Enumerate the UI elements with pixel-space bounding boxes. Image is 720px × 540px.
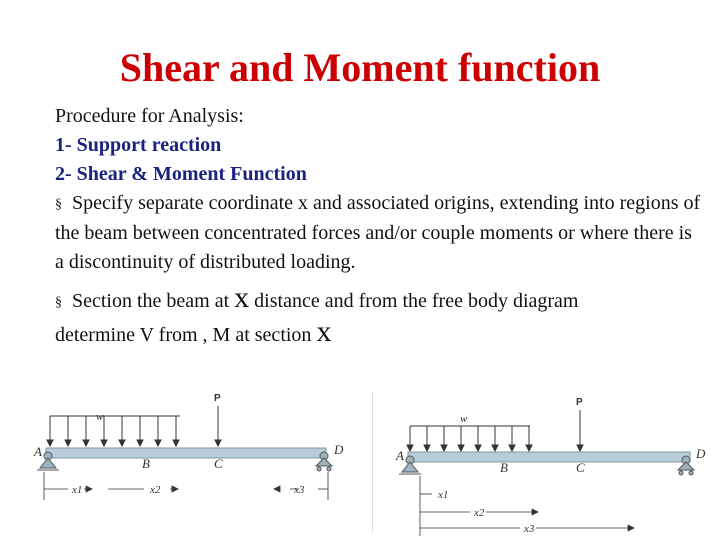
point-label-C: C (576, 460, 585, 475)
distributed-load-arrows (407, 426, 532, 451)
bullet-coordinates-text: Specify separate coordinate x and associated origins, extending into regions of the beam between concentrated forces and/or couple moments or where there is a discontinuity of distributed loading. (55, 192, 701, 273)
point-label-D: D (696, 446, 706, 461)
bullet-section-text-2: distance and from the free body diagram (254, 290, 579, 312)
variable-x-2: x (316, 315, 332, 348)
point-label-B: B (500, 460, 508, 475)
point-load-arrow (577, 410, 583, 451)
coord-label-x3: x3 (294, 484, 305, 496)
point-label-A: A (34, 444, 42, 459)
load-label-w: w (460, 413, 468, 425)
beam (408, 452, 690, 462)
step-support-reaction: 1- Support reaction (55, 134, 222, 156)
coord-label-x3: x3 (524, 523, 535, 535)
bullet-section (55, 283, 705, 317)
procedure-heading: Procedure for Analysis: (55, 105, 244, 127)
beam (46, 448, 326, 458)
bullet-marker: § (55, 197, 62, 212)
load-label-w: w (96, 411, 104, 423)
point-label-C: C (214, 456, 223, 471)
variable-x: x (234, 281, 250, 314)
point-label-D: D (334, 442, 344, 457)
load-label-P: P (576, 397, 583, 408)
point-load-arrow (215, 406, 221, 446)
step-shear-moment: 2- Shear & Moment Function (55, 163, 307, 185)
bullet-section-cont (55, 317, 705, 350)
bullet-section-text: Section the beam at (72, 290, 230, 312)
load-label-P: P (214, 393, 221, 404)
figure-divider (372, 392, 373, 532)
bullet-coordinates (55, 189, 705, 277)
coord-label-x1: x1 (438, 489, 449, 501)
coordinate-arrows (44, 472, 328, 500)
slide-title: Shear and Moment function (119, 45, 601, 90)
procedure-text (55, 102, 705, 350)
beam-diagram-left (28, 388, 368, 538)
coord-label-x2: x2 (474, 507, 485, 519)
distributed-load-arrows (47, 416, 180, 446)
point-label-A: A (396, 448, 404, 463)
beam-diagram-right (380, 388, 716, 538)
bullet-section-text-3: determine V from , M at section (55, 324, 312, 346)
bullet-marker: § (55, 295, 62, 310)
point-label-B: B (142, 456, 150, 471)
coord-label-x2: x2 (150, 484, 161, 496)
coord-label-x1: x1 (72, 484, 83, 496)
